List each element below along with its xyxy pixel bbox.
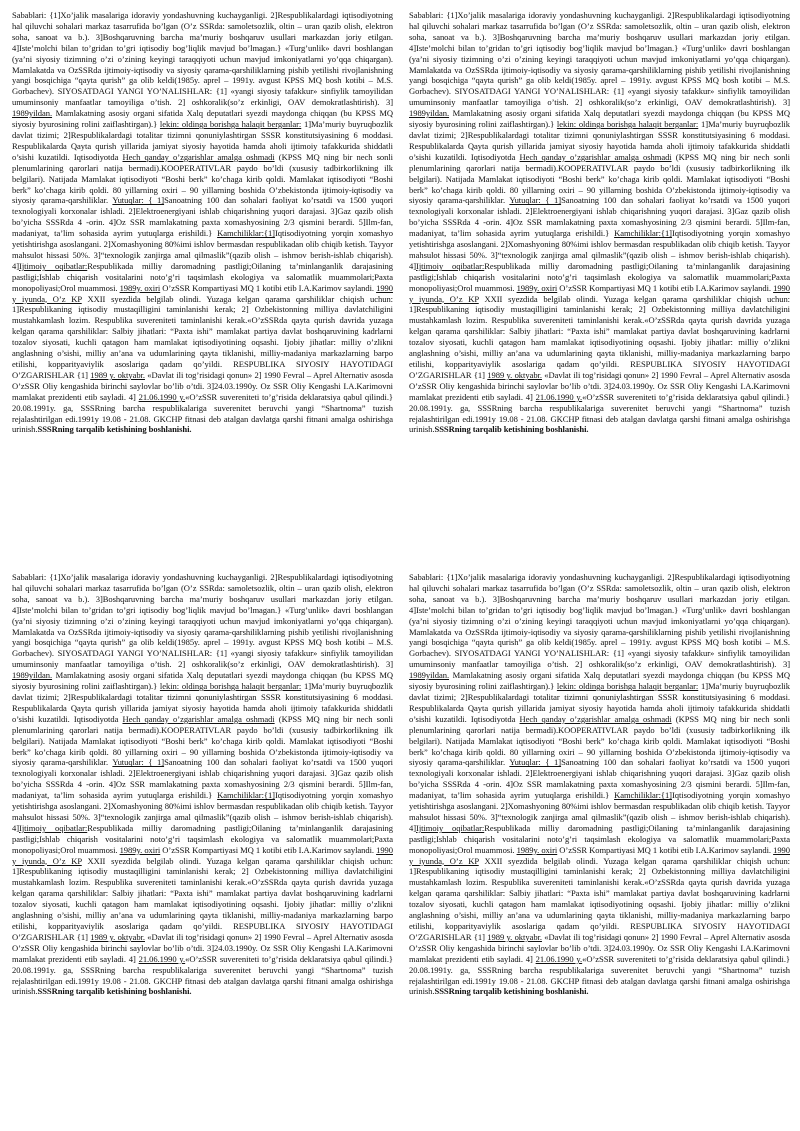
underlined-heading-kamchiliklar: Kamchiliklar:{1] (217, 228, 275, 239)
text-segment: Sabablari: {1]Xo’jalik masalariga idoraviy yondashuvning kuchayganligi. 2]Respublikalardagi iqtisodiyotning hal qiluvchi sohalari markaz tasarrufida bo’lgan (O’z SSRda: samoletsozlik, oltin – uran qazib olish, elektron soha, sanoat va b.). 3]Boshqaruvning barcha ma’muriy boshqaruv usullari markazdan joriy etilgan. 4]Iste’molchi bilan to’gridan to’gri iqtisodiy bog’liqlik mavjud bo’lmagan.} «Turg’unlik» davri boshlangan (ya’ni siyosiy tizimning o’zi o’zining keyingi taraqqiyoti uchun mavjud imkoniyatlarni yo’qqa chiqargan). Mamlakatda va OzSSRda ijtimoiy-iqtisodiy va siyosiy qarama-qarshiliklarning pishib yetilishi rivojlanishning yangi bosqichiga “qayta qurish” ga olib keldi(1985y. aprel – 1991y. avgust KPSS MQ bosh kotibi – M.S. Gorbachev). SIYOSATDAGI YANGI YO’NALISHLAR: {1] «yangi siyosiy tafakkur» sinfiylik tamoyilidan umuminsoniy manfaatlar tamoyiliga o’tish. 2] oshkoralik(so’z erkinligi, OAV demokratlashtirish). 3] (409, 10, 790, 108)
bold-conclusion: SSSRning tarqalib ketishining boshlanishi. (434, 424, 589, 435)
underlined-phrase: Hech qanday o’zgarishlar amalga oshmadi (122, 713, 275, 724)
text-segment: «O’zSSR suvereniteti to’g’risida deklaratsiya qabul qilindi.} 20.08.1991y. ga, SSSRning barcha respublikalariga suverenitet beruvchi yangi “Shartnoma” tuzish rejalashtirilgan edi.1991y 19.08 - 21.08. GKCHP fitnasi deb atalgan davlatga qarshi fitnani amalga oshirishga urinish. (409, 953, 790, 997)
text-segment: (KPSS MQ ning bir nech sonli plenumlarining qarorlari natija bermadi).KOOPERATIVLAR paydo bo’ldi (xususiy tadbirkorlikning ilk belgilari). Natijada Mamlakat iqtisodiyoti “Boshi berk” ko’chaga kirib qoldi. Mamlakat iqtisodiyoti “Boshi berk” ko’chaga kirib qoldi. 80 yillarning oxiri – 90 yillarning boshida O’zbekistonda ijtimoiy-iqtisodiy va siyosiy qarama-qarshiliklar. (12, 713, 394, 768)
underlined-date: 21.06.1990 y. (535, 953, 583, 964)
underlined-heading-yutuqlar: Yutuqlar: { 1] (509, 757, 562, 768)
underlined-date: 21.06.1990 y. (535, 391, 583, 402)
text-segment: Sabablari: {1]Xo’jalik masalariga idoraviy yondashuvning kuchayganligi. 2]Respublikalardagi iqtisodiyotning hal qiluvchi sohalari markaz tasarrufida bo’lgan (O’z SSRda: samoletsozlik, oltin – uran qazib olish, elektron soha, sanoat va b.). 3]Boshqaruvning barcha ma’muriy boshqaruv usullari markazdan joriy etilgan. 4]Iste’molchi bilan to’gridan to’gri iqtisodiy bog’liqlik mavjud bo’lmagan.} «Turg’unlik» davri boshlangan (ya’ni siyosiy tizimning o’zi o’zining keyingi taraqqiyoti uchun mavjud imkoniyatlarni yo’qqa chiqargan). Mamlakatda va OzSSRda ijtimoiy-iqtisodiy va siyosiy qarama-qarshiliklarning pishib yetilishi rivojlanishning yangi bosqichiga “qayta qurish” ga olib keldi(1985y. aprel – 1991y. avgust KPSS MQ bosh kotibi – M.S. Gorbachev). SIYOSATDAGI YANGI YO’NALISHLAR: {1] «yangi siyosiy tafakkur» sinfiylik tamoyilidan umuminsoniy manfaatlar tamoyiliga o’tish. 2] oshkoralik(so’z erkinligi, OAV demokratlashtirish). 3] (12, 10, 393, 108)
underlined-date: 1989yildan. (12, 670, 53, 681)
underlined-phrase: lekin: oldinga borishga halaqit berganlar: (556, 119, 699, 130)
text-segment: 1]Ma’muriy buyruqbozlik davlat tizimi; 2]Respublikalardagi totalitar tizimni qonuniylashtirgan SSSR konstitutsiyasining 6 moddasi. Respublikalarda Qayta qurish yillarida jamiyat siyosiy hayotida hamda aholi ijtimoiy tafakkurida shiddatli o’sishi kuzatildi. Iqtisodiyotda (12, 681, 393, 724)
text-segment: Iqtisodiyotning yorqin xomashyo yetishtirishga asoslangani. 2]Xomashyoning 80%imi ishlov bermasdan respublikadan olib chiqib ketish. Tayyor mahsulot hissasi 50%. 3]“texnologik zanjirga amal qilmaslik”(qazib olish – ishmov berish-ishlab chiqarish). 4] (12, 228, 394, 271)
text-segment: Respublikada milliy daromadning pastligi;Oilaning ta’minlanganlik darajasining pastligi;Ishlab chiqarish vositalarini noto’g’ri taqsimlash ekologiya va salomatlik muammolari;Paxta monopoliyasi;Orol muammosi. (409, 822, 790, 855)
underlined-heading-yutuqlar: Yutuqlar: { 1] (509, 195, 562, 206)
text-segment: Iqtisodiyotning yorqin xomashyo yetishtirishga asoslangani. 2]Xomashyoning 80%imi ishlov bermasdan respublikadan olib chiqib ketish. Tayyor mahsulot hissasi 50%. 3]“texnologik zanjirga amal qilmaslik”(qazib olish – ishmov berish-ishlab chiqarish). 4] (12, 790, 394, 833)
underlined-date: 1989y. oxiri (119, 844, 161, 855)
text-segment: 1]Ma’muriy buyruqbozlik davlat tizimi; 2]Respublikalardagi totalitar tizimni qonuniylashtirgan SSSR konstitutsiyasining 6 moddasi. Respublikalarda Qayta qurish yillarida jamiyat siyosiy hayotida hamda aholi ijtimoiy tafakkurida shiddatli o’sishi kuzatildi. Iqtisodiyotda (409, 681, 790, 724)
underlined-date: 1989 y. oktyabr. (487, 931, 542, 942)
underlined-phrase: Hech qanday o’zgarishlar amalga oshmadi (122, 151, 275, 162)
text-segment: Sanoatning 100 dan sohalari faoliyat ko’rsatdi va 1500 yuqori texnologiyali korxonalar ishladi. 2]Elektroenergiyani ishlab chiqarishning yuqori darajasi. 3]Gaz qazib olish bo’yicha SSSRda 4 -orin. 4]Oz SSR mamlakatning paxta xomashyosining 2/3 qismini berardi. 5]Ilm-fan, madaniyat, ta’lim sohasida ayrim yutuqlarga erishildi.} (12, 757, 394, 801)
text-segment: O’zSSR Kompartiyasi MQ 1 kotibi etib I.A.Karimov saylandi. (557, 282, 774, 293)
text-segment: «Davlat ili tog’risidagi qonun» 2] 1990 Fevral – Aprel Alternativ asosda O’zSSR Oliy kengashida birinchi saylovlar bo’lib o’tdi. 3]24.03.1990y. Oz SSR Oliy Kengashi I.A.Karimovni mamlakat prezidenti etib sayladi. 4] (12, 931, 393, 964)
text-segment: Respublikada milliy daromadning pastligi;Oilaning ta’minlanganlik darajasining pastligi;Ishlab chiqarish vositalarini noto’g’ri taqsimlash ekologiya va salomatlik muammolari;Paxta monopoliyasi;Orol muammosi. (12, 822, 393, 855)
underlined-date: 21.06.1990 y. (138, 953, 186, 964)
underlined-heading-oqibatlar: Ijtimoiy oqibatlar: (19, 260, 88, 271)
text-segment: O’zSSR Kompartiyasi MQ 1 kotibi etib I.A.Karimov saylandi. (160, 844, 377, 855)
underlined-phrase: Hech qanday o’zgarishlar amalga oshmadi (519, 151, 672, 162)
text-segment: XXII syezdida belgilab olindi. Yuzaga kelgan qarama qarshiliklar chiqish uchun: 1]Respublikaning iqtisodiy mustaqilligini taminlanishi kerak; 2] Ozbekistonning milliya davlatchiligini mustahkamlash lozim. Respublika suvereniteti taminlanishi kerak.«O’zSSRda qayta qurish davrida yuzaga kelgan qarama qarshiliklar: Salbiy jihatlari: “Paxta ishi” mamlakat partiya davlat boshqaruvining kadrlarni tozalov siyosati, kuchli qatagon ham mamlakat iqtisodiyotining oqsashi. Ijobiy jihatlar: milliy o’zlikni anglashning o’sishi, milliy an’ana va udumlarining qayta tiklanishi, milliy-madaniya markazlarning barpo etilishi, kopparityaviylik asoslariga qadam qo’yildi. RESPUBLIKA SIYOSIY HAYOTIDAGI O’ZGARISHLAR {1] (409, 293, 790, 380)
underlined-date: 1989yildan. (409, 670, 450, 681)
underlined-heading-kamchiliklar: Kamchiliklar:{1] (614, 228, 672, 239)
text-segment: «Davlat ili tog’risidagi qonun» 2] 1990 Fevral – Aprel Alternativ asosda O’zSSR Oliy kengashida birinchi saylovlar bo’lib o’tdi. 3]24.03.1990y. Oz SSR Oliy Kengashi I.A.Karimovni mamlakat prezidenti etib sayladi. 4] (409, 931, 790, 964)
text-segment: O’zSSR Kompartiyasi MQ 1 kotibi etib I.A.Karimov saylandi. (557, 844, 774, 855)
note-block-bottom-left (8, 572, 397, 1120)
text-segment: «O’zSSR suvereniteti to’g’risida deklaratsiya qabul qilindi.} 20.08.1991y. ga, SSSRning barcha respublikalariga suverenitet beruvchi yangi “Shartnoma” tuzish rejalashtirilgan edi.1991y 19.08 - 21.08. GKCHP fitnasi deb atalgan davlatga qarshi fitnani amalga oshirishga urinish. (12, 953, 393, 997)
note-paragraph (409, 10, 790, 435)
underlined-phrase: lekin: oldinga borishga halaqit berganlar: (159, 681, 302, 692)
underlined-heading-oqibatlar: Ijtimoiy oqibatlar: (416, 260, 485, 271)
underlined-phrase: lekin: oldinga borishga halaqit berganlar: (556, 681, 699, 692)
text-segment: Iqtisodiyotning yorqin xomashyo yetishtirishga asoslangani. 2]Xomashyoning 80%imi ishlov bermasdan respublikadan olib chiqib ketish. Tayyor mahsulot hissasi 50%. 3]“texnologik zanjirga amal qilmaslik”(qazib olish – ishmov berish-ishlab chiqarish). 4] (409, 790, 791, 833)
note-block-bottom-right (405, 572, 794, 1120)
note-block-top-right (405, 10, 794, 558)
text-segment: «O’zSSR suvereniteti to’g’risida deklaratsiya qabul qilindi.} 20.08.1991y. ga, SSSRning barcha respublikalariga suverenitet beruvchi yangi “Shartnoma” tuzish rejalashtirilgan edi.1991y 19.08 - 21.08. GKCHP fitnasi deb atalgan davlatga qarshi fitnani amalga oshirishga urinish. (12, 391, 393, 435)
text-segment: Sanoatning 100 dan sohalari faoliyat ko’rsatdi va 1500 yuqori texnologiyali korxonalar ishladi. 2]Elektroenergiyani ishlab chiqarishning yuqori darajasi. 3]Gaz qazib olish bo’yicha SSSRda 4 -orin. 4]Oz SSR mamlakatning paxta xomashyosining 2/3 qismini berardi. 5]Ilm-fan, madaniyat, ta’lim sohasida ayrim yutuqlarga erishildi.} (409, 757, 791, 801)
underlined-date: 1990 y iyunda, O’z KP (409, 282, 790, 304)
text-segment: Mamlakatning asosiy organi sifatida Xalq deputatlari syezdi maydonga chiqqan (bu KPSS MQ siyosiy byurosining rolini zaiflashtirgan).} (12, 670, 393, 692)
underlined-date: 1990 y iyunda, O’z KP (409, 844, 790, 866)
text-segment: XXII syezdida belgilab olindi. Yuzaga kelgan qarama qarshiliklar chiqish uchun: 1]Respublikaning iqtisodiy mustaqilligini taminlanishi kerak; 2] Ozbekistonning milliya davlatchiligini mustahkamlash lozim. Respublika suvereniteti taminlanishi kerak.«O’zSSRda qayta qurish davrida yuzaga kelgan qarama qarshiliklar: Salbiy jihatlari: “Paxta ishi” mamlakat partiya davlat boshqaruvining kadrlarni tozalov siyosati, kuchli qatagon ham mamlakat iqtisodiyotining oqsashi. Ijobiy jihatlar: milliy o’zlikni anglashning o’sishi, milliy an’ana va udumlarining qayta tiklanishi, milliy-madaniya markazlarning barpo etilishi, kopparityaviylik asoslariga qadam qo’yildi. RESPUBLIKA SIYOSIY HAYOTIDAGI O’ZGARISHLAR {1] (12, 855, 393, 942)
underlined-heading-yutuqlar: Yutuqlar: { 1] (112, 757, 165, 768)
text-segment: Sabablari: {1]Xo’jalik masalariga idoraviy yondashuvning kuchayganligi. 2]Respublikalardagi iqtisodiyotning hal qiluvchi sohalari markaz tasarrufida bo’lgan (O’z SSRda: samoletsozlik, oltin – uran qazib olish, elektron soha, sanoat va b.). 3]Boshqaruvning barcha ma’muriy boshqaruv usullari markazdan joriy etilgan. 4]Iste’molchi bilan to’gridan to’gri iqtisodiy bog’liqlik mavjud bo’lmagan.} «Turg’unlik» davri boshlangan (ya’ni siyosiy tizimning o’zi o’zining keyingi taraqqiyoti uchun mavjud imkoniyatlarni yo’qqa chiqargan). Mamlakatda va OzSSRda ijtimoiy-iqtisodiy va siyosiy qarama-qarshiliklarning pishib yetilishi rivojlanishning yangi bosqichiga “qayta qurish” ga olib keldi(1985y. aprel – 1991y. avgust KPSS MQ bosh kotibi – M.S. Gorbachev). SIYOSATDAGI YANGI YO’NALISHLAR: {1] «yangi siyosiy tafakkur» sinfiylik tamoyilidan umuminsoniy manfaatlar tamoyiliga o’tish. 2] oshkoralik(so’z erkinligi, OAV demokratlashtirish). 3] (409, 572, 790, 670)
underlined-date: 1989y. oxiri (516, 844, 558, 855)
note-paragraph (409, 572, 790, 997)
underlined-date: 1990 y iyunda, O’z KP (12, 282, 393, 304)
underlined-date: 1989 y. oktyabr. (90, 369, 145, 380)
text-segment: XXII syezdida belgilab olindi. Yuzaga kelgan qarama qarshiliklar chiqish uchun: 1]Respublikaning iqtisodiy mustaqilligini taminlanishi kerak; 2] Ozbekistonning milliya davlatchiligini mustahkamlash lozim. Respublika suvereniteti taminlanishi kerak.«O’zSSRda qayta qurish davrida yuzaga kelgan qarama qarshiliklar: Salbiy jihatlari: “Paxta ishi” mamlakat partiya davlat boshqaruvining kadrlarni tozalov siyosati, kuchli qatagon ham mamlakat iqtisodiyotining oqsashi. Ijobiy jihatlar: milliy o’zlikni anglashning o’sishi, milliy an’ana va udumlarining qayta tiklanishi, milliy-madaniya markazlarning barpo etilishi, kopparityaviylik asoslariga qadam qo’yildi. RESPUBLIKA SIYOSIY HAYOTIDAGI O’ZGARISHLAR {1] (12, 293, 393, 380)
note-block-top-left (8, 10, 397, 558)
text-segment: Respublikada milliy daromadning pastligi;Oilaning ta’minlanganlik darajasining pastligi;Ishlab chiqarish vositalarini noto’g’ri taqsimlash ekologiya va salomatlik muammolari;Paxta monopoliyasi;Orol muammosi. (409, 260, 790, 293)
text-segment: Sabablari: {1]Xo’jalik masalariga idoraviy yondashuvning kuchayganligi. 2]Respublikalardagi iqtisodiyotning hal qiluvchi sohalari markaz tasarrufida bo’lgan (O’z SSRda: samoletsozlik, oltin – uran qazib olish, elektron soha, sanoat va b.). 3]Boshqaruvning barcha ma’muriy boshqaruv usullari markazdan joriy etilgan. 4]Iste’molchi bilan to’gridan to’gri iqtisodiy bog’liqlik mavjud bo’lmagan.} «Turg’unlik» davri boshlangan (ya’ni siyosiy tizimning o’zi o’zining keyingi taraqqiyoti uchun mavjud imkoniyatlarni yo’qqa chiqargan). Mamlakatda va OzSSRda ijtimoiy-iqtisodiy va siyosiy qarama-qarshiliklarning pishib yetilishi rivojlanishning yangi bosqichiga “qayta qurish” ga olib keldi(1985y. aprel – 1991y. avgust KPSS MQ bosh kotibi – M.S. Gorbachev). SIYOSATDAGI YANGI YO’NALISHLAR: {1] «yangi siyosiy tafakkur» sinfiylik tamoyilidan umuminsoniy manfaatlar tamoyiliga o’tish. 2] oshkoralik(so’z erkinligi, OAV demokratlashtirish). 3] (12, 572, 393, 670)
bold-conclusion: SSSRning tarqalib ketishining boshlanishi. (37, 986, 192, 997)
text-segment: «Davlat ili tog’risidagi qonun» 2] 1990 Fevral – Aprel Alternativ asosda O’zSSR Oliy kengashida birinchi saylovlar bo’lib o’tdi. 3]24.03.1990y. Oz SSR Oliy Kengashi I.A.Karimovni mamlakat prezidenti etib sayladi. 4] (12, 369, 393, 402)
underlined-date: 1989yildan. (409, 108, 450, 119)
underlined-heading-kamchiliklar: Kamchiliklar:{1] (217, 790, 275, 801)
underlined-heading-oqibatlar: Ijtimoiy oqibatlar: (19, 822, 88, 833)
underlined-date: 1989 y. oktyabr. (487, 369, 542, 380)
underlined-heading-yutuqlar: Yutuqlar: { 1] (112, 195, 165, 206)
text-segment: 1]Ma’muriy buyruqbozlik davlat tizimi; 2]Respublikalardagi totalitar tizimni qonuniylashtirgan SSSR konstitutsiyasining 6 moddasi. Respublikalarda Qayta qurish yillarida jamiyat siyosiy hayotida hamda aholi ijtimoiy tafakkurida shiddatli o’sishi kuzatildi. Iqtisodiyotda (12, 119, 393, 162)
underlined-date: 1990 y iyunda, O’z KP (12, 844, 393, 866)
text-segment: 1]Ma’muriy buyruqbozlik davlat tizimi; 2]Respublikalardagi totalitar tizimni qonuniylashtirgan SSSR konstitutsiyasining 6 moddasi. Respublikalarda Qayta qurish yillarida jamiyat siyosiy hayotida hamda aholi ijtimoiy tafakkurida shiddatli o’sishi kuzatildi. Iqtisodiyotda (409, 119, 790, 162)
text-segment: XXII syezdida belgilab olindi. Yuzaga kelgan qarama qarshiliklar chiqish uchun: 1]Respublikaning iqtisodiy mustaqilligini taminlanishi kerak; 2] Ozbekistonning milliya davlatchiligini mustahkamlash lozim. Respublika suvereniteti taminlanishi kerak.«O’zSSRda qayta qurish davrida yuzaga kelgan qarama qarshiliklar: Salbiy jihatlari: “Paxta ishi” mamlakat partiya davlat boshqaruvining kadrlarni tozalov siyosati, kuchli qatagon ham mamlakat iqtisodiyotining oqsashi. Ijobiy jihatlar: milliy o’zlikni anglashning o’sishi, milliy an’ana va udumlarining qayta tiklanishi, milliy-madaniya markazlarning barpo etilishi, kopparityaviylik asoslariga qadam qo’yildi. RESPUBLIKA SIYOSIY HAYOTIDAGI O’ZGARISHLAR {1] (409, 855, 790, 942)
note-paragraph (12, 10, 393, 435)
text-segment: Mamlakatning asosiy organi sifatida Xalq deputatlari syezdi maydonga chiqqan (bu KPSS MQ siyosiy byurosining rolini zaiflashtirgan).} (409, 108, 790, 130)
text-segment: (KPSS MQ ning bir nech sonli plenumlarining qarorlari natija bermadi).KOOPERATIVLAR paydo bo’ldi (xususiy tadbirkorlikning ilk belgilari). Natijada Mamlakat iqtisodiyoti “Boshi berk” ko’chaga kirib qoldi. Mamlakat iqtisodiyoti “Boshi berk” ko’chaga kirib qoldi. 80 yillarning oxiri – 90 yillarning boshida O’zbekistonda ijtimoiy-iqtisodiy va siyosiy qarama-qarshiliklar. (409, 713, 791, 768)
text-segment: «Davlat ili tog’risidagi qonun» 2] 1990 Fevral – Aprel Alternativ asosda O’zSSR Oliy kengashida birinchi saylovlar bo’lib o’tdi. 3]24.03.1990y. Oz SSR Oliy Kengashi I.A.Karimovni mamlakat prezidenti etib sayladi. 4] (409, 369, 790, 402)
text-segment: (KPSS MQ ning bir nech sonli plenumlarining qarorlari natija bermadi).KOOPERATIVLAR paydo bo’ldi (xususiy tadbirkorlikning ilk belgilari). Natijada Mamlakat iqtisodiyoti “Boshi berk” ko’chaga kirib qoldi. Mamlakat iqtisodiyoti “Boshi berk” ko’chaga kirib qoldi. 80 yillarning oxiri – 90 yillarning boshida O’zbekistonda ijtimoiy-iqtisodiy va siyosiy qarama-qarshiliklar. (12, 151, 394, 206)
note-paragraph (12, 572, 393, 997)
underlined-date: 1989 y. oktyabr. (90, 931, 145, 942)
text-segment: «O’zSSR suvereniteti to’g’risida deklaratsiya qabul qilindi.} 20.08.1991y. ga, SSSRning barcha respublikalariga suverenitet beruvchi yangi “Shartnoma” tuzish rejalashtirilgan edi.1991y 19.08 - 21.08. GKCHP fitnasi deb atalgan davlatga qarshi fitnani amalga oshirishga urinish. (409, 391, 790, 435)
underlined-phrase: lekin: oldinga borishga halaqit berganlar: (159, 119, 302, 130)
text-segment: Sanoatning 100 dan sohalari faoliyat ko’rsatdi va 1500 yuqori texnologiyali korxonalar ishladi. 2]Elektroenergiyani ishlab chiqarishning yuqori darajasi. 3]Gaz qazib olish bo’yicha SSSRda 4 -orin. 4]Oz SSR mamlakatning paxta xomashyosining 2/3 qismini berardi. 5]Ilm-fan, madaniyat, ta’lim sohasida ayrim yutuqlarga erishildi.} (12, 195, 394, 239)
text-segment: Sanoatning 100 dan sohalari faoliyat ko’rsatdi va 1500 yuqori texnologiyali korxonalar ishladi. 2]Elektroenergiyani ishlab chiqarishning yuqori darajasi. 3]Gaz qazib olish bo’yicha SSSRda 4 -orin. 4]Oz SSR mamlakatning paxta xomashyosining 2/3 qismini berardi. 5]Ilm-fan, madaniyat, ta’lim sohasida ayrim yutuqlarga erishildi.} (409, 195, 791, 239)
bold-conclusion: SSSRning tarqalib ketishining boshlanishi. (37, 424, 192, 435)
text-segment: Respublikada milliy daromadning pastligi;Oilaning ta’minlanganlik darajasining pastligi;Ishlab chiqarish vositalarini noto’g’ri taqsimlash ekologiya va salomatlik muammolari;Paxta monopoliyasi;Orol muammosi. (12, 260, 393, 293)
text-segment: Mamlakatning asosiy organi sifatida Xalq deputatlari syezdi maydonga chiqqan (bu KPSS MQ siyosiy byurosining rolini zaiflashtirgan).} (12, 108, 393, 130)
underlined-heading-kamchiliklar: Kamchiliklar:{1] (614, 790, 672, 801)
underlined-heading-oqibatlar: Ijtimoiy oqibatlar: (416, 822, 485, 833)
underlined-date: 1989yildan. (12, 108, 53, 119)
text-segment: (KPSS MQ ning bir nech sonli plenumlarining qarorlari natija bermadi).KOOPERATIVLAR paydo bo’ldi (xususiy tadbirkorlikning ilk belgilari). Natijada Mamlakat iqtisodiyoti “Boshi berk” ko’chaga kirib qoldi. Mamlakat iqtisodiyoti “Boshi berk” ko’chaga kirib qoldi. 80 yillarning oxiri – 90 yillarning boshida O’zbekistonda ijtimoiy-iqtisodiy va siyosiy qarama-qarshiliklar. (409, 151, 791, 206)
underlined-phrase: Hech qanday o’zgarishlar amalga oshmadi (519, 713, 672, 724)
underlined-date: 21.06.1990 y. (138, 391, 186, 402)
bold-conclusion: SSSRning tarqalib ketishining boshlanishi. (434, 986, 589, 997)
text-segment: Iqtisodiyotning yorqin xomashyo yetishtirishga asoslangani. 2]Xomashyoning 80%imi ishlov bermasdan respublikadan olib chiqib ketish. Tayyor mahsulot hissasi 50%. 3]“texnologik zanjirga amal qilmaslik”(qazib olish – ishmov berish-ishlab chiqarish). 4] (409, 228, 791, 271)
text-segment: Mamlakatning asosiy organi sifatida Xalq deputatlari syezdi maydonga chiqqan (bu KPSS MQ siyosiy byurosining rolini zaiflashtirgan).} (409, 670, 790, 692)
underlined-date: 1989y. oxiri (516, 282, 558, 293)
underlined-date: 1989y. oxiri (119, 282, 161, 293)
text-segment: O’zSSR Kompartiyasi MQ 1 kotibi etib I.A.Karimov saylandi. (160, 282, 377, 293)
